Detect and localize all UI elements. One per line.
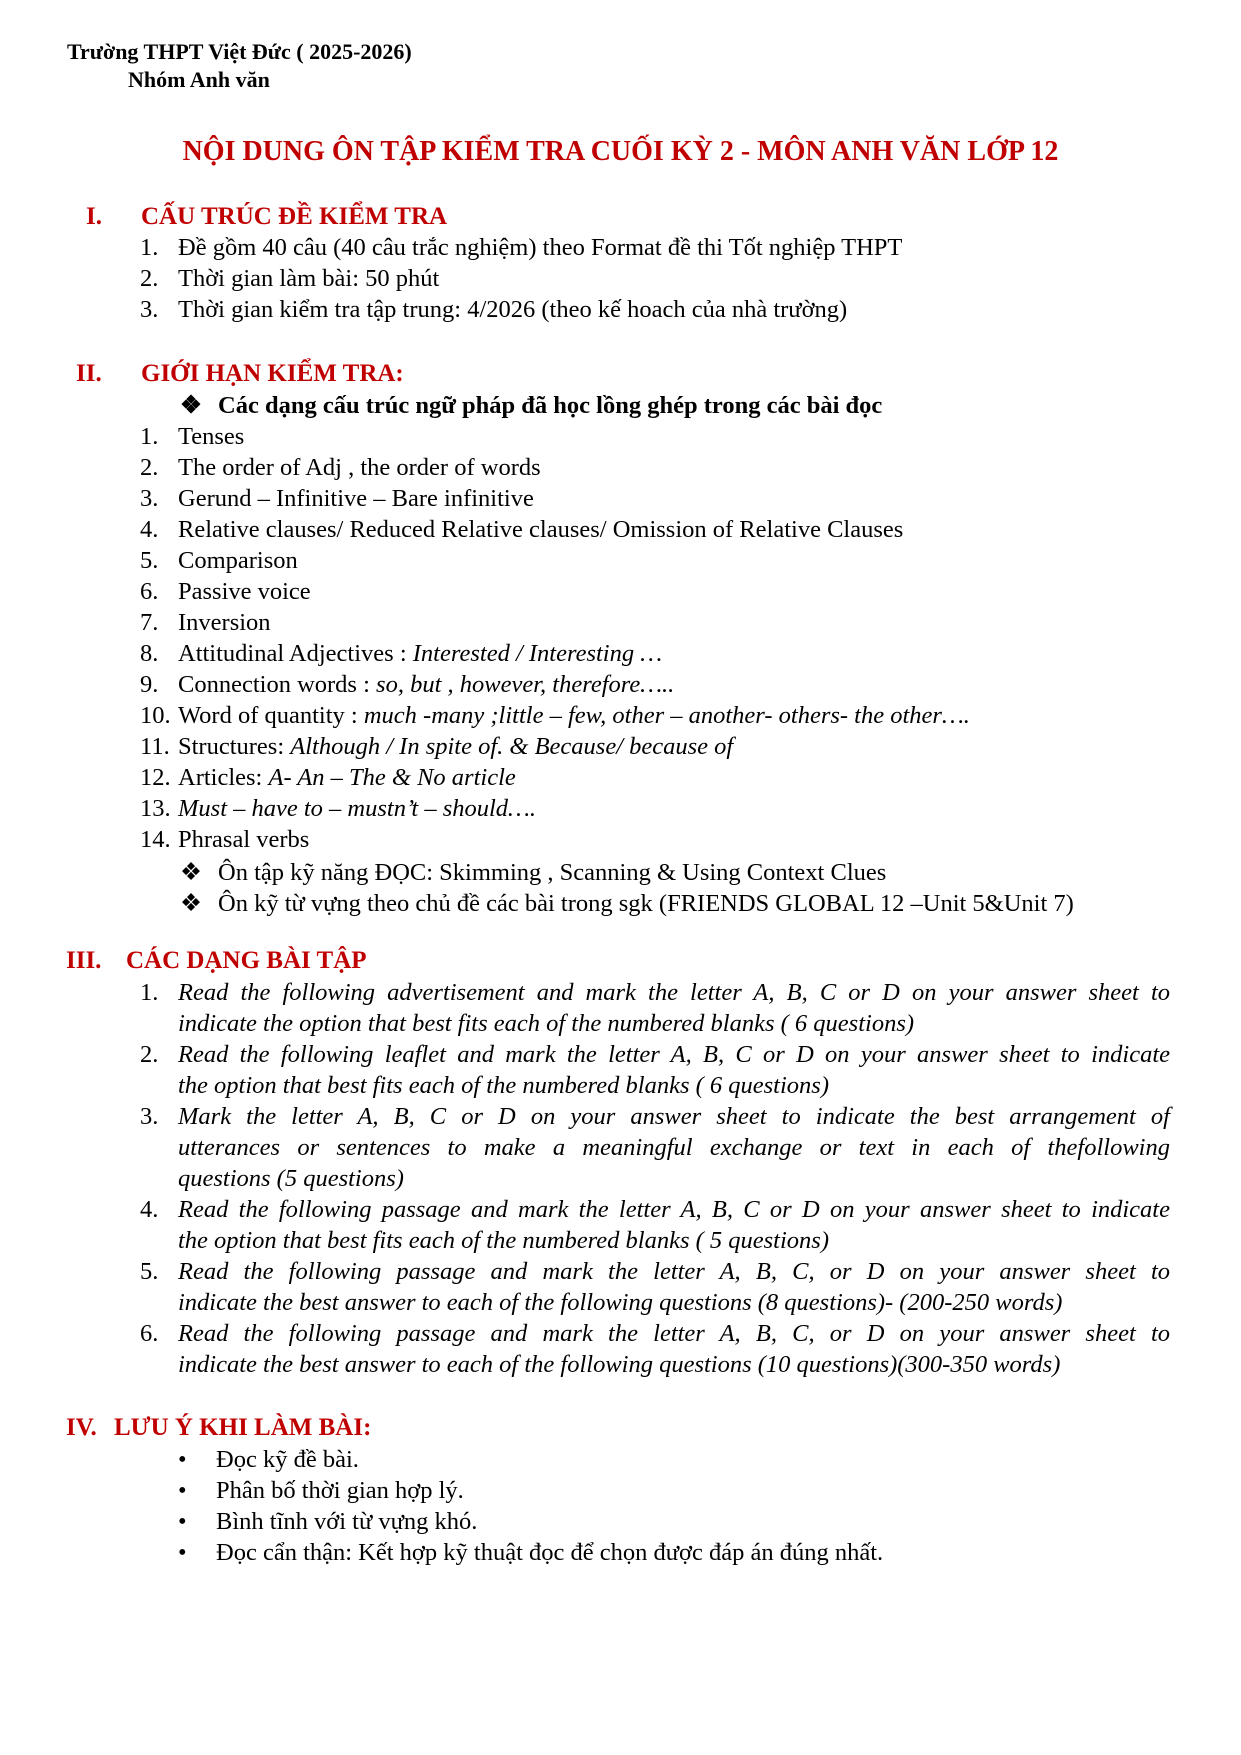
group-name: Nhóm Anh văn (128, 67, 270, 92)
bullet-icon: • (178, 1477, 187, 1504)
exercise-number: 2. (140, 1041, 159, 1068)
exercise-number: 5. (140, 1258, 159, 1285)
document-page: Trường THPT Việt Đức ( 2025-2026) Nhóm Anh văn NỘI DUNG ÔN TẬP KIỂM TRA CUỐI KỲ 2 - MÔN ANH VĂN LỚP 12 I. CẤU TRÚC ĐỀ KIỂM TRA 1. Đề gồm 40 câu (40 câu trắc nghiệm) theo Format đề thi Tốt nghiệp THPT 2. Thời gian làm bài: 50 phút 3. Thời gian kiểm tra tập trung: 4/2026 (theo kế hoach của nhà trường) II. GIỚI HẠN KIỂM TRA: ❖ Các dạng cấu trúc ngữ pháp đã học lồng ghép trong các bài đọc 1. Tenses 2. The order of Adj , the order of words 3. Gerund – Infinitive – Bare infinitive 4. Relative clauses/ Reduced Relative clauses/ Omission of Relative Clauses 5. Comparison 6. Passive voice 7. Inversion 8. Attitudinal Adjectives : Interested / Interesting … 9. Connection words : so, but , however, therefore….. 10. Word of quantity : much -many ;little – few, other – another- others- the other…. 11. Structures: Although / In spite of. & Because/ because of 12. Articles: A- An – The & No article 13. Must – have to – mustn’t – should…. 14. Phrasal verbs ❖ Ôn tập kỹ năng ĐỌC: Skimming , Scanning & Using Context Clues ❖ Ôn kỹ từ vựng theo chủ đề các bài trong sgk (FRIENDS GLOBAL 12 –Unit 5&Unit 7) III. CÁC DẠNG BÀI TẬP 1. Read the following advertisement and mark the letter A, B, C or D on your answer sheet to indicate the option that best fits each of the numbered blanks ( 6 questions) 2. Read the following leaflet and mark the letter A, B, C or D on your answer sheet to indicate the option that best fits each of the numbered blanks ( 6 questions) 3. Mark the letter A, B, C or D on your answer sheet to indicate the best arrangement of utterances or sentences to make a meaningful exchange or text in each of thefollowing questions (5 questions) 4. Read the following passage and mark the letter A, B, C or D on your answer sheet to indicate the option that best fits each of the numbered blanks ( 5 questions) 5. Read the following passage and mark the letter A, B, C, or D on your answer sheet to indicate the best answer to each of the following questions (8 questions)- (200-250 words) 6. Read the following passage and mark the letter A, B, C, or D on your answer sheet to indicate the best answer to each of the following questions (10 questions)(300-350 words) IV. LƯU Ý KHI LÀM BÀI: • Đọc kỹ đề bài. • Phân bố thời gian hợp lý. • Bình tĩnh với từ vựng khó. • Đọc cẩn thận: Kết hợp kỹ thuật đọc để chọn được đáp án đúng nhất. (0, 0, 1241, 1755)
school-header (67, 38, 412, 94)
section-2-number: II. (76, 360, 102, 387)
bullet-icon: • (178, 1446, 187, 1473)
exercise-number: 4. (140, 1196, 159, 1223)
diamond-bullet-icon: ❖ (180, 890, 202, 917)
exercise-number: 6. (140, 1320, 159, 1347)
exercise-line: Read the following passage and mark the letter A, B, C, or D on your answer sheet to (178, 1320, 1170, 1347)
exercise-line: indicate the best answer to each of the following questions (10 questions)(300-350 words) (178, 1351, 1061, 1378)
exercise-line: the option that best fits each of the numbered blanks ( 6 questions) (178, 1072, 829, 1099)
section-1-title: CẤU TRÚC ĐỀ KIỂM TRA (141, 203, 448, 230)
document-title: NỘI DUNG ÔN TẬP KIỂM TRA CUỐI KỲ 2 - MÔN ANH VĂN LỚP 12 (182, 136, 1059, 167)
section-4-heading (66, 1413, 371, 1443)
section-3-number: III. (66, 947, 102, 974)
exercise-line: Read the following leaflet and mark the letter A, B, C or D on your answer sheet to indicate (178, 1041, 1170, 1068)
section-4-title: LƯU Ý KHI LÀM BÀI: (114, 1414, 372, 1441)
exercise-line: Read the following advertisement and mark the letter A, B, C or D on your answer sheet to (178, 979, 1170, 1006)
exercise-line: utterances or sentences to make a meaningful exchange or text in each of thefollowing (178, 1134, 1170, 1161)
exercise-line: Read the following passage and mark the letter A, B, C, or D on your answer sheet to (178, 1258, 1170, 1285)
exercise-line: indicate the best answer to each of the following questions (8 questions)- (200-250 words) (178, 1289, 1063, 1316)
exercise-line: the option that best fits each of the numbered blanks ( 5 questions) (178, 1227, 829, 1254)
bullet-icon: • (178, 1508, 187, 1535)
diamond-bullet-icon: ❖ (180, 392, 202, 419)
exercise-number: 3. (140, 1103, 159, 1130)
section-3-title: CÁC DẠNG BÀI TẬP (126, 947, 367, 974)
school-name: Trường THPT Việt Đức ( 2025-2026) (67, 39, 412, 64)
section-1-number: I. (86, 203, 102, 230)
section-2-heading (76, 359, 404, 389)
exercise-line: Read the following passage and mark the letter A, B, C or D on your answer sheet to indicate (178, 1196, 1170, 1223)
section-1-heading (86, 202, 447, 232)
exercise-line: Mark the letter A, B, C or D on your answer sheet to indicate the best arrangement of (178, 1103, 1170, 1130)
bullet-icon: • (178, 1539, 187, 1566)
exercise-line: indicate the option that best fits each of the numbered blanks ( 6 questions) (178, 1010, 915, 1037)
section-2-title: GIỚI HẠN KIỂM TRA: (141, 360, 404, 387)
diamond-bullet-icon: ❖ (180, 859, 202, 886)
exercise-number: 1. (140, 979, 159, 1006)
exercise-line: questions (5 questions) (178, 1165, 404, 1192)
section-4-number: IV. (66, 1414, 97, 1441)
section-3-heading (66, 946, 367, 976)
